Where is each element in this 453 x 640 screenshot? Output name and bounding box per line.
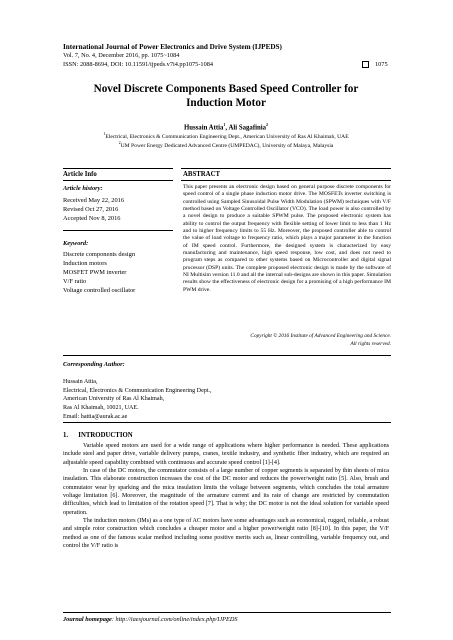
keyword-item: Induction motors <box>63 260 107 267</box>
divider <box>63 422 391 423</box>
history-item: Accepted Nov 8, 2016 <box>63 215 121 222</box>
divider <box>63 230 173 231</box>
copyright-line: Copyright © 2016 Institute of Advanced Engineering and Science. <box>250 333 391 339</box>
history-item: Received May 22, 2016 <box>63 197 125 204</box>
homepage-link[interactable]: : http://iaesjournal.com/online/index.php/IJPEDS <box>111 616 238 623</box>
title-line-2: Induction Motor <box>186 97 266 109</box>
author-name: Hussain Attia <box>183 124 224 132</box>
history-item: Revised Oct 27, 2016 <box>63 206 119 213</box>
paragraph: The induction motors (IMs) as a one type of AC motors have some advantages such as economical, rugged, reliable, a robust and simple rotor construction which concludes a cheaper motor and a higher power/weight ratio [8]-[10]. In this paper, the V/F method as one of the famous scalar method including some positive merits such as, linear controlling, variable frequency out, and control the V/F ratio is <box>63 518 389 550</box>
paragraph: In case of the DC motors, the commutator consists of a large number of copper segments is separated by thin sheets of mica insulation. This elaborate construction increases the cost of the DC motor and reduces the power/weight ratio [5]. Also, brush and commutator wear by sparking and the mica insulation limits the voltage between segments, which concludes the total armature voltage limitation [6]. Moreover, the magnitude of the armature current and its rate of change are restricted by commutation difficulties, which lead to limitation of the rotation speed [7]. That is why; the DC motor is not the ideal solution for variable speed operation. <box>63 468 389 516</box>
keyword-item: MOSFET PWM inverter <box>63 269 127 276</box>
corresponding-email: Email: hattia@aurak.ac.ae <box>63 413 128 420</box>
footer-divider <box>63 612 391 613</box>
corresponding-line: Electrical, Electronics & Communication Engineering Dept., <box>63 387 212 394</box>
article-info-heading: Article Info <box>63 171 97 178</box>
section-heading: 1. INTRODUCTION <box>63 432 133 439</box>
divider <box>181 168 391 169</box>
affiliation-mark: 2 <box>118 140 121 145</box>
keyword-item: Discrete components design <box>63 251 136 258</box>
journal-volume: Vol. 7, No. 4, December 2016, pp. 1075~1084 <box>63 52 180 59</box>
keyword-heading: Keyword: <box>63 240 89 247</box>
copyright-notice <box>183 333 391 348</box>
title-line-1: Novel Discrete Components Based Speed Controller for <box>93 83 359 95</box>
divider <box>181 180 391 181</box>
author-affiliation-mark: 2 <box>266 122 269 127</box>
affiliation <box>63 131 389 140</box>
page-marker-icon <box>362 61 369 68</box>
paper-title <box>63 82 389 110</box>
author-name: Ali Sagafinia <box>228 124 267 132</box>
journal-issn: ISSN: 2088-8694, DOI: 10.11591/ijpeds.v7i4.pp1075-1084 <box>63 61 214 68</box>
corresponding-line: American University of Ras Al Khaimah, <box>63 396 165 403</box>
journal-homepage <box>63 616 238 623</box>
copyright-line: All rights reserved. <box>350 340 391 347</box>
author-separator: , <box>225 124 229 132</box>
journal-title: International Journal of Power Electronics and Drive System (IJPEDS) <box>63 43 282 51</box>
divider <box>63 168 173 169</box>
divider <box>63 180 173 181</box>
divider <box>63 355 391 356</box>
affiliation-mark: 1 <box>103 131 106 136</box>
introduction-body <box>63 442 389 550</box>
corresponding-line: Hussain Attia, <box>63 379 98 385</box>
affiliation <box>63 140 389 149</box>
abstract-heading: ABSTRACT <box>183 171 221 178</box>
abstract-text: This paper presents an electronic design based on general purpose discrete components for speed control of a single phase induction motor drive. The MOSFETs inverter switching is controlled using Sampled Sinusoidal Pulse Width Modulation (SPWM) techniques with V/F method based on Voltage Controlled Oscillator (VCO). The load power is also controlled by a novel design to produce a suitable SPWM pulse. The proposed electronic system has ability to control the output frequency with flexible setting of lower limit to less than 1 Hz and to higher frequency limits to 55 Hz. Moreover, the proposed controller able to control the value of load voltage to frequency ratio, which plays a major parameter in the function of IM speed control. Furthermore, the designed system is characterized by easy manufacturing and maintenance, high speed response, low cost, and does not need to program steps as compared to other systems based on Microcontroller and digital signal processor (DSP) units. The complete proposed electronic design is made by the software of NI Multisim version 11.0 and all the internal sub-designs are shown in this paper. Simulation results show the effectiveness of electronic design for a promising of a high performance IM PWM drive. <box>183 184 391 293</box>
keyword-item: Voltage controlled oscillator <box>63 287 136 294</box>
corresponding-author-block <box>63 378 212 422</box>
article-history-heading: Article history: <box>63 185 103 192</box>
author-affiliation-mark: 1 <box>223 122 226 127</box>
page-number: 1075 <box>375 61 388 68</box>
keyword-item: V/F ratio <box>63 278 87 285</box>
homepage-label: Journal homepage <box>63 616 112 623</box>
corresponding-author-heading: Corresponding Author: <box>63 361 125 368</box>
corresponding-line: Ras Al Khaimah, 10021, UAE. <box>63 405 139 412</box>
paragraph: Variable speed motors are used for a wide range of applications where higher performance is needed. These applications include steel and paper drive, variable delivery pumps, cranes, textile industry, and synthetic fiber industry, which are required an adjustable speed capability combined with continuous and accurate speed control [1]-[4]. <box>63 443 389 466</box>
affiliation-text: UM Power Energy Dedicated Advanced Centre (UMPEDAC), University of Malaya, Malaysia <box>120 142 334 149</box>
author-list <box>63 122 389 131</box>
affiliation-text: Electrical, Electronics & Communication Engineering Dept., American University of Ras Al Khaimah, UAE <box>105 133 349 140</box>
